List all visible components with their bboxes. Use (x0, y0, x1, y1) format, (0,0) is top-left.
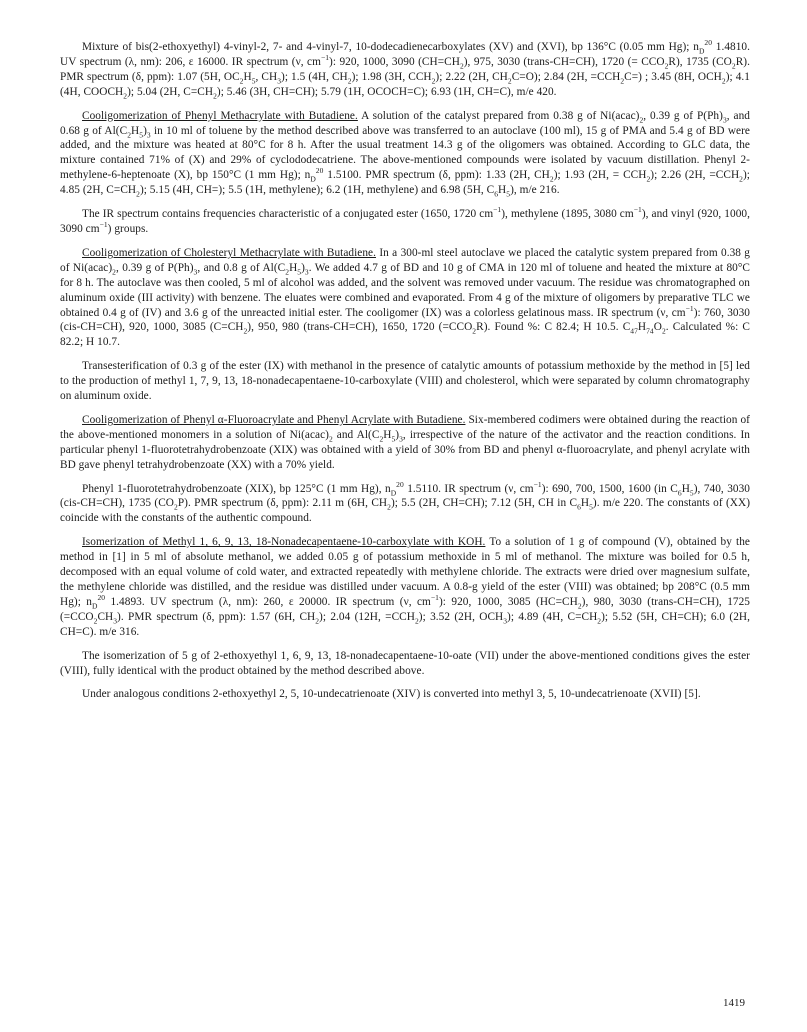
paragraph-ir-spectrum (60, 207, 750, 237)
section-heading: Cooligomerization of Cholesteryl Methacrylate with Butadiene. (82, 246, 376, 259)
paragraph-isomerization-vii (60, 649, 750, 679)
section-heading: Isomerization of Methyl 1, 6, 9, 13, 18-Nonadecapentaene-10-carboxylate with KOH. (82, 536, 486, 549)
paragraph-body: Mixture of bis(2-ethoxyethyl) 4-vinyl-2, 7- and 4-vinyl-7, 10-dodecadienecarboxylates (XV) and (XVI), bp 136°C (0.05 mm Hg); $n_D^{20}$ 1.4810. UV spectrum (λ, nm): 206, ε 16000. IR spectrum (ν, $cm^{-1}$): 920, 1000, 3090 $(CH=CH_2)$, 975, 3030 (trans-CH=CH), 1720 (= $CCO_2R$), 1735 $(CO_2R)$. PMR spectrum (δ, ppm): 1.07 (5H, $OC_2H_5$, $CH_3$); 1.5 (4H, $CH_2$); 1.98 (3H, $CCH_2$); 2.22 (2H, $CH_2C=O$); 2.84 (2H, $=CCH_2C=$) ; 3.45 (8H, $OCH_2$); 4.1 (4H, $COOCH_2$); 5.04 (2H, $C=CH_2$); 5.46 (3H, CH=CH); 5.79 (1H, OCOCH=C); 6.93 (1H, CH=C), m/e 420. (60, 38, 750, 100)
paragraph-cholesteryl-methacrylate (60, 246, 750, 350)
paragraph-body: To a solution of 1 g of compound (V), obtained by the method in [1] in 5 ml of absolute methanol, we added 0.05 g of potassium methoxide in 5 ml of methanol. The mixture was boiled for 0.5 h, decomposed with an equal volume of cold water, and extracted repeatedly with methylene chloride. The extracts were dried over magnesium sulfate, the methylene chloride was distilled, and the residue was distilled under vacuum. A 0.8-g yield of the ester (VIII) was obtained; bp 208°C (0.5 mm Hg); $n_D^{20}$ 1.4893. UV spectrum (λ, nm): 260, ε 20000. IR spectrum (ν, $cm^{-1}$): 920, 1000, 3085 $(HC=CH_2)$, 980, 3030 (trans-CH=CH), 1725 $(=CCO_2CH_3)$. PMR spectrum (δ, ppm): 1.57 (6H, $CH_2$); 2.04 (12H, $=CCH_2$); 3.52 (2H, $OCH_3$); 4.89 (4H, $C=CH_2$); 5.52 (5H, CH=CH); 6.0 (2H, CH=C). m/e 316. (60, 536, 750, 638)
paragraph-body: Transesterification of 0.3 g of the ester (IX) with methanol in the presence of catalytic amounts of potassium methoxide by the method in [5] led to the production of methyl 1, 7, 9, 13, 18-nonadecapentaene-10-carboxylate (VIII) and cholesterol, which were separated by column chromatography on aluminum oxide. (60, 360, 750, 403)
paragraph-body: Six-membered codimers were obtained during the reaction of the above-mentioned monomers in a solution of $Ni(acac)_2$ and $Al(C_2H_5)_3$, irrespective of the nature of the activator and the reaction conditions. In particular phenyl 1-fluorotetrahydrobenzoate (XIX) was obtained with a yield of 30% from BD and phenyl α-fluoroacrylate, and phenyl acrylate with BD gave phenyl tetrahydrobenzoate (XX) with a 70% yield. (60, 413, 750, 471)
paragraph-isomerization-koh (60, 535, 750, 639)
paragraph-body: In a 300-ml steel autoclave we placed the catalytic system prepared from 0.38 g of $Ni(acac)_2$, 0.39 g of $P(Ph)_3$, and 0.8 g of $Al(C_2H_5)_3$. We added 4.7 g of BD and 10 g of CMA in 120 ml of toluene and heated the mixture at 80°C for 8 h. The autoclave was then cooled, 5 ml of alcohol was added, and the solvent was removed under vacuum. The residue was chromatographed on aluminum oxide (III activity) with benzene. The eluates were combined and evaporated. From 4 g of the mixture of oligomers by preparative TLC we obtained 0.4 g of (IV) and 3.6 g of the unreacted initial ester. The cooligomer (IX) was a colorless gelatinous mass. IR spectrum (ν, $cm^{-1}$): 760, 3030 (cis-CH=CH), 920, 1000, 3085 $(C=CH_2)$, 950, 980 (trans-CH=CH), 1650, 1720 $(=CCO_2R)$. Found %: C 82.4; H 10.5. $C_{47}H_{74}O_2$. Calculated %: C 82.2; H 10.7. (60, 246, 751, 349)
section-heading: Cooligomerization of Phenyl α-Fluoroacrylate and Phenyl Acrylate with Butadiene. (82, 413, 466, 426)
paragraph-xv-xvi-properties (60, 40, 750, 100)
paragraph-transesterification (60, 359, 750, 404)
section-heading: Cooligomerization of Phenyl Methacrylate with Butadiene. (82, 109, 358, 122)
paragraph-analogous-conditions (60, 687, 750, 702)
paragraph-body: The isomerization of 5 g of 2-ethoxyethyl 1, 6, 9, 13, 18-nonadecapentaene-10-oate (VII) under the above-mentioned conditions gives the ester (VIII), fully identical with the product obtained by the method described above. (60, 649, 750, 677)
paragraph-xix-properties (60, 479, 751, 527)
page-number: 1419 (723, 997, 745, 1009)
body-text (60, 40, 750, 711)
paragraph-phenyl-methacrylate (60, 109, 750, 198)
paragraph-body: Phenyl 1-fluorotetrahydrobenzoate (XIX), bp 125°C (1 mm Hg), $n_D^{20}$ 1.5110. IR spectrum (ν, $cm^{-1}$): 690, 700, 1500, 1600 (in $C_6H_5$), 740, 3030 (cis-CH=CH), 1735 $(CO_2P)$. PMR spectrum (δ, ppm): 2.11 m (6H, $CH_2$); 5.5 (2H, CH=CH); 7.12 (5H, CH in $C_6H_5$). m/e 220. The constants of (XX) coincide with the constants of the authentic compound. (60, 479, 751, 525)
paragraph-body: The IR spectrum contains frequencies characteristic of a conjugated ester (1650, 1720 $cm^{-1}$), methylene (1895, 3080 $cm^{-1}$), and vinyl (920, 1000, 3090 $cm^{-1}$) groups. (60, 205, 750, 235)
paragraph-body: A solution of the catalyst prepared from 0.38 g of $Ni(acac)_2$, 0.39 g of $P(Ph)_3$, and 0.68 g of $Al(C_2H_5)_3$ in 10 ml of toluene by the method described above was transferred to an autoclave (100 ml), 15 g of PMA and 5.4 g of BD were added, and the mixture was heated at 80°C for 8 h. After the usual treatment 14.3 g of the oligomers was obtained. According to GLC data, the mixture contained 71% of (X) and 29% of cyclododecatriene. The above-mentioned compounds were isolated by vacuum distillation. Phenyl 2-methylene-6-heptenoate (X), bp 150°C (1 mm Hg); $n_D^{20}$ 1.5100. PMR spectrum (δ, ppm): 1.33 (2H, $CH_2$); 1.93 (2H, = $CCH_2$); 2.26 (2H, $=CCH_2$); 4.85 (2H, $C=CH_2$); 5.15 (4H, CH=); 5.5 (1H, methylene); 6.2 (1H, methylene) and 6.98 (5H, $C_6H_5$), m/e 216. (60, 109, 750, 199)
paragraph-fluoroacrylate (60, 413, 750, 473)
paragraph-body: Under analogous conditions 2-ethoxyethyl 2, 5, 10-undecatrienoate (XIV) is converted into methyl 3, 5, 10-undecatrienoate (XVII) [5]. (82, 688, 701, 701)
